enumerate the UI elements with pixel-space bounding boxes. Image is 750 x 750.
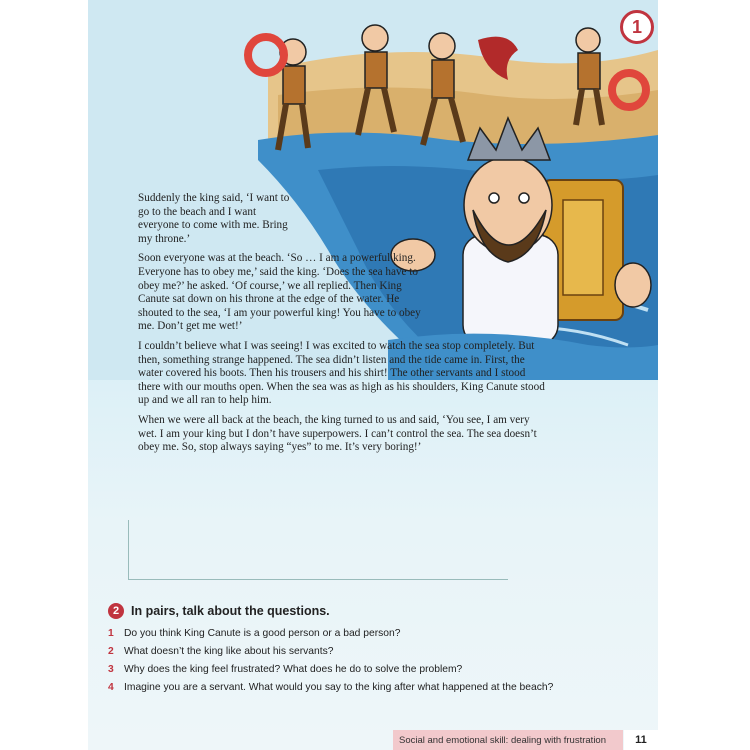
question-item <box>108 661 648 679</box>
story-paragraph: Soon everyone was at the beach. ‘So … I am a powerful king. Everyone has to obey me,’ said the king. ‘Does the sea have to obey me?’ he asked. ‘Of course,’ we all replied. Then King Canute sat down on his throne at the edge of the water. He shouted to the sea, ‘I am your powerful king! You have to obey me. Don’t get me wet!’ <box>138 252 421 333</box>
question-text: Imagine you are a servant. What would you say to the king after what happened at the beach? <box>124 682 554 693</box>
question-item <box>108 625 648 643</box>
textbook-page <box>88 0 658 750</box>
question-text: Do you think King Canute is a good person or a bad person? <box>124 628 401 639</box>
discussion-task <box>108 603 648 697</box>
section-number-badge: 1 <box>620 10 654 44</box>
story-paragraph: When we were all back at the beach, the king turned to us and said, ‘You see, I am very wet. I am your king but I don’t have superpowers. I can’t control the sea. The sea doesn’t obey me. So, stop always saying “yes” to me. It’s very boring!’ <box>138 413 537 454</box>
question-text: What doesn’t the king like about his servants? <box>124 646 334 657</box>
task-number-badge: 2 <box>108 603 124 619</box>
question-number: 2 <box>108 646 114 657</box>
question-number: 3 <box>108 664 114 675</box>
footer-skill-label: Social and emotional skill: dealing with frustration <box>393 730 623 750</box>
question-item <box>108 679 648 697</box>
story-paragraph: Suddenly the king said, ‘I want to go to the beach and I want everyone to come with me. Bring my throne.’ <box>138 192 290 245</box>
question-number: 4 <box>108 682 114 693</box>
page-margin <box>658 0 750 750</box>
story-paragraph: I couldn’t believe what I was seeing! I was excited to watch the sea stop completely. But then, something strange happened. The sea didn’t listen and the tide came in. First, the water covered his boots. Then his trousers and his shirt! The other servants and I stood there with our mouths open. When the sea was as high as his shoulders, King Canute stood up and we all ran to help him. <box>138 339 545 407</box>
story-frame <box>128 520 508 580</box>
story-text <box>138 192 548 461</box>
question-text: Why does the king feel frustrated? What does he do to solve the problem? <box>124 664 463 675</box>
task-header <box>108 603 648 619</box>
question-item <box>108 643 648 661</box>
task-title: In pairs, talk about the questions. <box>131 604 330 618</box>
page-number: 11 <box>624 730 658 750</box>
question-number: 1 <box>108 628 114 639</box>
